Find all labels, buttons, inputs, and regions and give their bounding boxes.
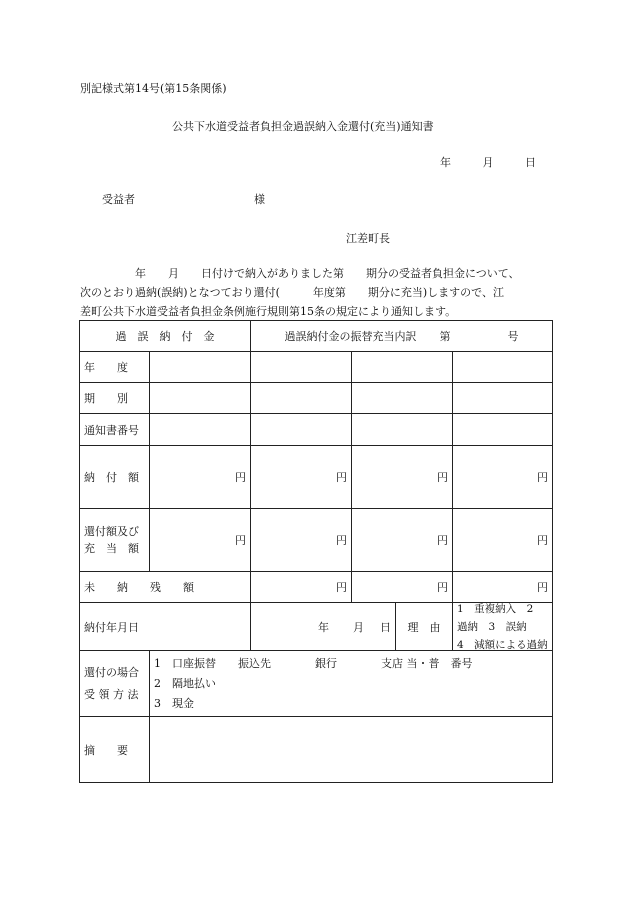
cell-notice-3[interactable] (352, 414, 453, 446)
cell-refund-2[interactable]: 円 (251, 509, 352, 572)
row-label-period: 期 別 (80, 383, 150, 414)
reason-option-line2: 4 減額による過納 (457, 638, 548, 651)
row-label-refund-method (80, 651, 150, 717)
body-line-3: 差町公共下水道受益者負担金条例施行規則第15条の規定により通知します。 (80, 305, 457, 318)
cell-unpaid-3[interactable]: 円 (352, 572, 453, 603)
cell-refund-1[interactable]: 円 (150, 509, 251, 572)
cell-paid-3[interactable]: 円 (352, 446, 453, 509)
date-month-label: 月 (482, 156, 494, 169)
pay-date-month: 月 (353, 620, 364, 634)
cell-year-4[interactable] (453, 352, 553, 383)
cell-unpaid-4[interactable]: 円 (453, 572, 553, 603)
cell-paid-4[interactable]: 円 (453, 446, 553, 509)
cell-period-3[interactable] (352, 383, 453, 414)
header-transfer-breakdown (251, 321, 553, 352)
reason-label-text: 理 由 (407, 620, 441, 634)
cell-year-2[interactable] (251, 352, 352, 383)
row-label-remarks: 摘 要 (80, 717, 150, 783)
document-title: 公共下水道受益者負担金過誤納入金還付(充当)通知書 (172, 120, 434, 133)
cell-period-1[interactable] (150, 383, 251, 414)
remarks-field[interactable] (150, 717, 553, 783)
refund-label-line1: 還付額及び (84, 525, 139, 538)
recipient-label: 受益者 (102, 193, 135, 206)
row-label-unpaid: 未 納 残 額 (80, 572, 251, 603)
reason-options (453, 603, 552, 650)
honorific: 様 (254, 193, 265, 206)
issue-date (440, 154, 536, 170)
row-label-refund-amount (80, 509, 150, 572)
method-option-3[interactable]: 3 現金 (154, 697, 194, 710)
pay-date-year: 年 (318, 620, 329, 634)
row-label-paid-amount: 納 付 額 (80, 446, 150, 509)
cell-period-4[interactable] (453, 383, 553, 414)
body-line-2: 次のとおり過納(誤納)となつており還付( 年度第 期分に充当)しますので、江 (80, 286, 504, 299)
notice-body (80, 264, 552, 321)
header-go: 号 (507, 330, 519, 343)
reason-label (396, 603, 453, 650)
reason-option-line1: 1 重複納入 2 過納 3 誤納 (457, 602, 544, 633)
pay-date-field[interactable] (251, 603, 396, 650)
issuer-name: 江差町長 (346, 232, 390, 245)
body-line-1: 年 月 日付けで納入がありました第 期分の受益者負担金について、 (135, 267, 520, 280)
cell-refund-3[interactable]: 円 (352, 509, 453, 572)
cell-notice-4[interactable] (453, 414, 553, 446)
cell-notice-2[interactable] (251, 414, 352, 446)
refund-method-line2: 受 領 方 法 (84, 687, 139, 701)
cell-year-3[interactable] (352, 352, 453, 383)
method-option-2[interactable]: 2 隔地払い (154, 677, 216, 690)
date-year-label: 年 (440, 156, 451, 169)
refund-method-options (150, 651, 553, 717)
row-label-notice-no: 通知書番号 (80, 414, 150, 446)
refund-label-line2: 充 当 額 (84, 542, 139, 555)
row-pay-date (80, 603, 251, 651)
pay-date-reason-cell (251, 603, 553, 651)
header-dai: 第 (439, 330, 451, 343)
date-day-label: 日 (525, 156, 536, 169)
cell-notice-1[interactable] (150, 414, 251, 446)
cell-unpaid-2[interactable]: 円 (251, 572, 352, 603)
pay-date-day: 日 (380, 620, 391, 634)
pay-date-label: 納付年月日 (84, 620, 139, 634)
cell-refund-4[interactable]: 円 (453, 509, 553, 572)
refund-method-line1: 還付の場合 (84, 665, 139, 679)
method-option-1[interactable]: 1 口座振替 振込先 銀行 支店 当・普 番号 (154, 657, 473, 670)
row-label-year: 年 度 (80, 352, 150, 383)
refund-table (79, 320, 553, 783)
cell-period-2[interactable] (251, 383, 352, 414)
cell-paid-1[interactable]: 円 (150, 446, 251, 509)
cell-paid-2[interactable]: 円 (251, 446, 352, 509)
form-number-label: 別記様式第14号(第15条関係) (80, 82, 227, 95)
cell-year-1[interactable] (150, 352, 251, 383)
header-overpaid: 過 誤 納 付 金 (80, 321, 251, 352)
header-transfer-label: 過誤納付金の振替充当内訳 (284, 330, 417, 343)
